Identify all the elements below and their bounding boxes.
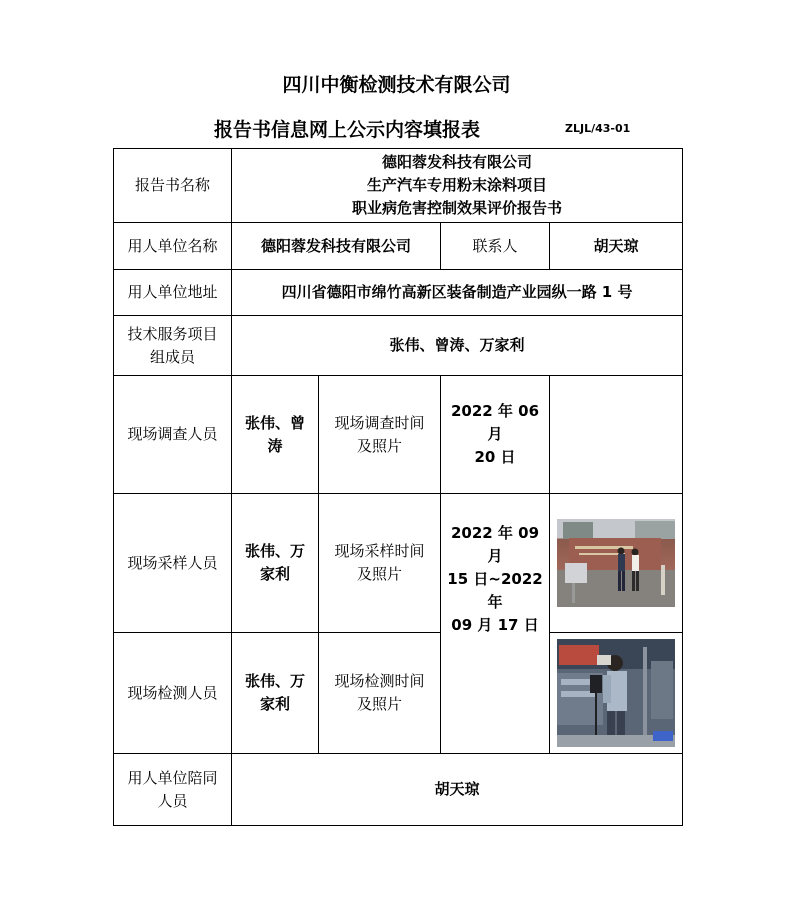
testing-photo-scene	[557, 639, 675, 747]
testing-photo-cell	[550, 633, 683, 754]
row-testing	[114, 633, 683, 754]
row-accompany	[114, 754, 683, 826]
accompany-label	[114, 754, 232, 826]
accompany-value: 胡天琼	[232, 754, 683, 826]
contact-value: 胡天琼	[550, 223, 683, 270]
survey-time-label-line: 及照片	[356, 436, 402, 455]
row-report-name	[114, 149, 683, 223]
sampling-time-label-line: 及照片	[356, 565, 402, 583]
accompany-label-line: 用人单位陪同	[127, 768, 218, 787]
team-members-value: 张伟、曾涛、万家利	[232, 316, 683, 376]
testing-time-label-line: 现场检测时间	[334, 672, 425, 690]
survey-staff-line: 涛	[267, 436, 283, 455]
testing-time-label-line: 及照片	[356, 695, 402, 713]
form-title: 报告书信息网上公示内容填报表	[214, 119, 481, 141]
sampling-label: 现场采样人员	[114, 494, 232, 633]
sampling-photo-scene	[557, 519, 675, 607]
survey-time-label-line: 现场调查时间	[334, 413, 425, 432]
contact-label: 联系人	[441, 223, 550, 270]
survey-photo-cell	[550, 376, 683, 494]
survey-staff	[232, 376, 319, 494]
info-form-table	[113, 148, 683, 826]
row-team	[114, 316, 683, 376]
sampling-time-label	[319, 494, 441, 633]
employer-name-label: 用人单位名称	[114, 223, 232, 270]
testing-staff	[232, 633, 319, 754]
employer-name-value: 德阳蓉发科技有限公司	[232, 223, 441, 270]
survey-date-line: 2022 年 06 月	[450, 402, 540, 443]
survey-staff-line: 张伟、曾	[244, 413, 305, 432]
testing-staff-line: 家利	[259, 695, 290, 713]
sampling-testing-date-line: 09 月 17 日	[451, 616, 539, 634]
sampling-site-photo	[557, 519, 675, 607]
company-title: 四川中衡检测技术有限公司	[282, 74, 511, 96]
row-employer-address	[114, 270, 683, 316]
row-survey	[114, 376, 683, 494]
sampling-time-label-line: 现场采样时间	[334, 542, 425, 560]
survey-label: 现场调查人员	[114, 376, 232, 494]
row-employer-name	[114, 223, 683, 270]
sampling-photo-cell	[550, 494, 683, 633]
form-code: ZLJL/43-01	[565, 122, 631, 135]
employer-address-label: 用人单位地址	[114, 270, 232, 316]
report-name-line: 德阳蓉发科技有限公司	[382, 153, 533, 171]
testing-site-photo	[557, 639, 675, 747]
sampling-testing-date-line: 15 日~2022 年	[447, 570, 543, 611]
report-name-line: 生产汽车专用粉末涂料项目	[367, 176, 548, 194]
sampling-testing-date-line: 2022 年 09 月	[450, 524, 540, 565]
employer-address-value: 四川省德阳市绵竹高新区装备制造产业园纵一路 1 号	[232, 270, 683, 316]
sampling-staff-line: 张伟、万	[244, 542, 305, 560]
report-name-value	[232, 149, 683, 223]
survey-time-label	[319, 376, 441, 494]
testing-label: 现场检测人员	[114, 633, 232, 754]
team-label-line: 组成员	[149, 347, 195, 366]
survey-date-line: 20 日	[474, 448, 516, 466]
row-sampling	[114, 494, 683, 633]
sampling-staff-line: 家利	[259, 565, 290, 583]
team-label	[114, 316, 232, 376]
testing-staff-line: 张伟、万	[244, 672, 305, 690]
sampling-testing-date	[441, 494, 550, 754]
report-name-label: 报告书名称	[114, 149, 232, 223]
team-label-line: 技术服务项目	[127, 324, 218, 343]
survey-date	[441, 376, 550, 494]
sampling-staff	[232, 494, 319, 633]
accompany-label-line: 人员	[157, 791, 188, 810]
testing-time-label	[319, 633, 441, 754]
report-name-line: 职业病危害控制效果评价报告书	[352, 199, 563, 217]
